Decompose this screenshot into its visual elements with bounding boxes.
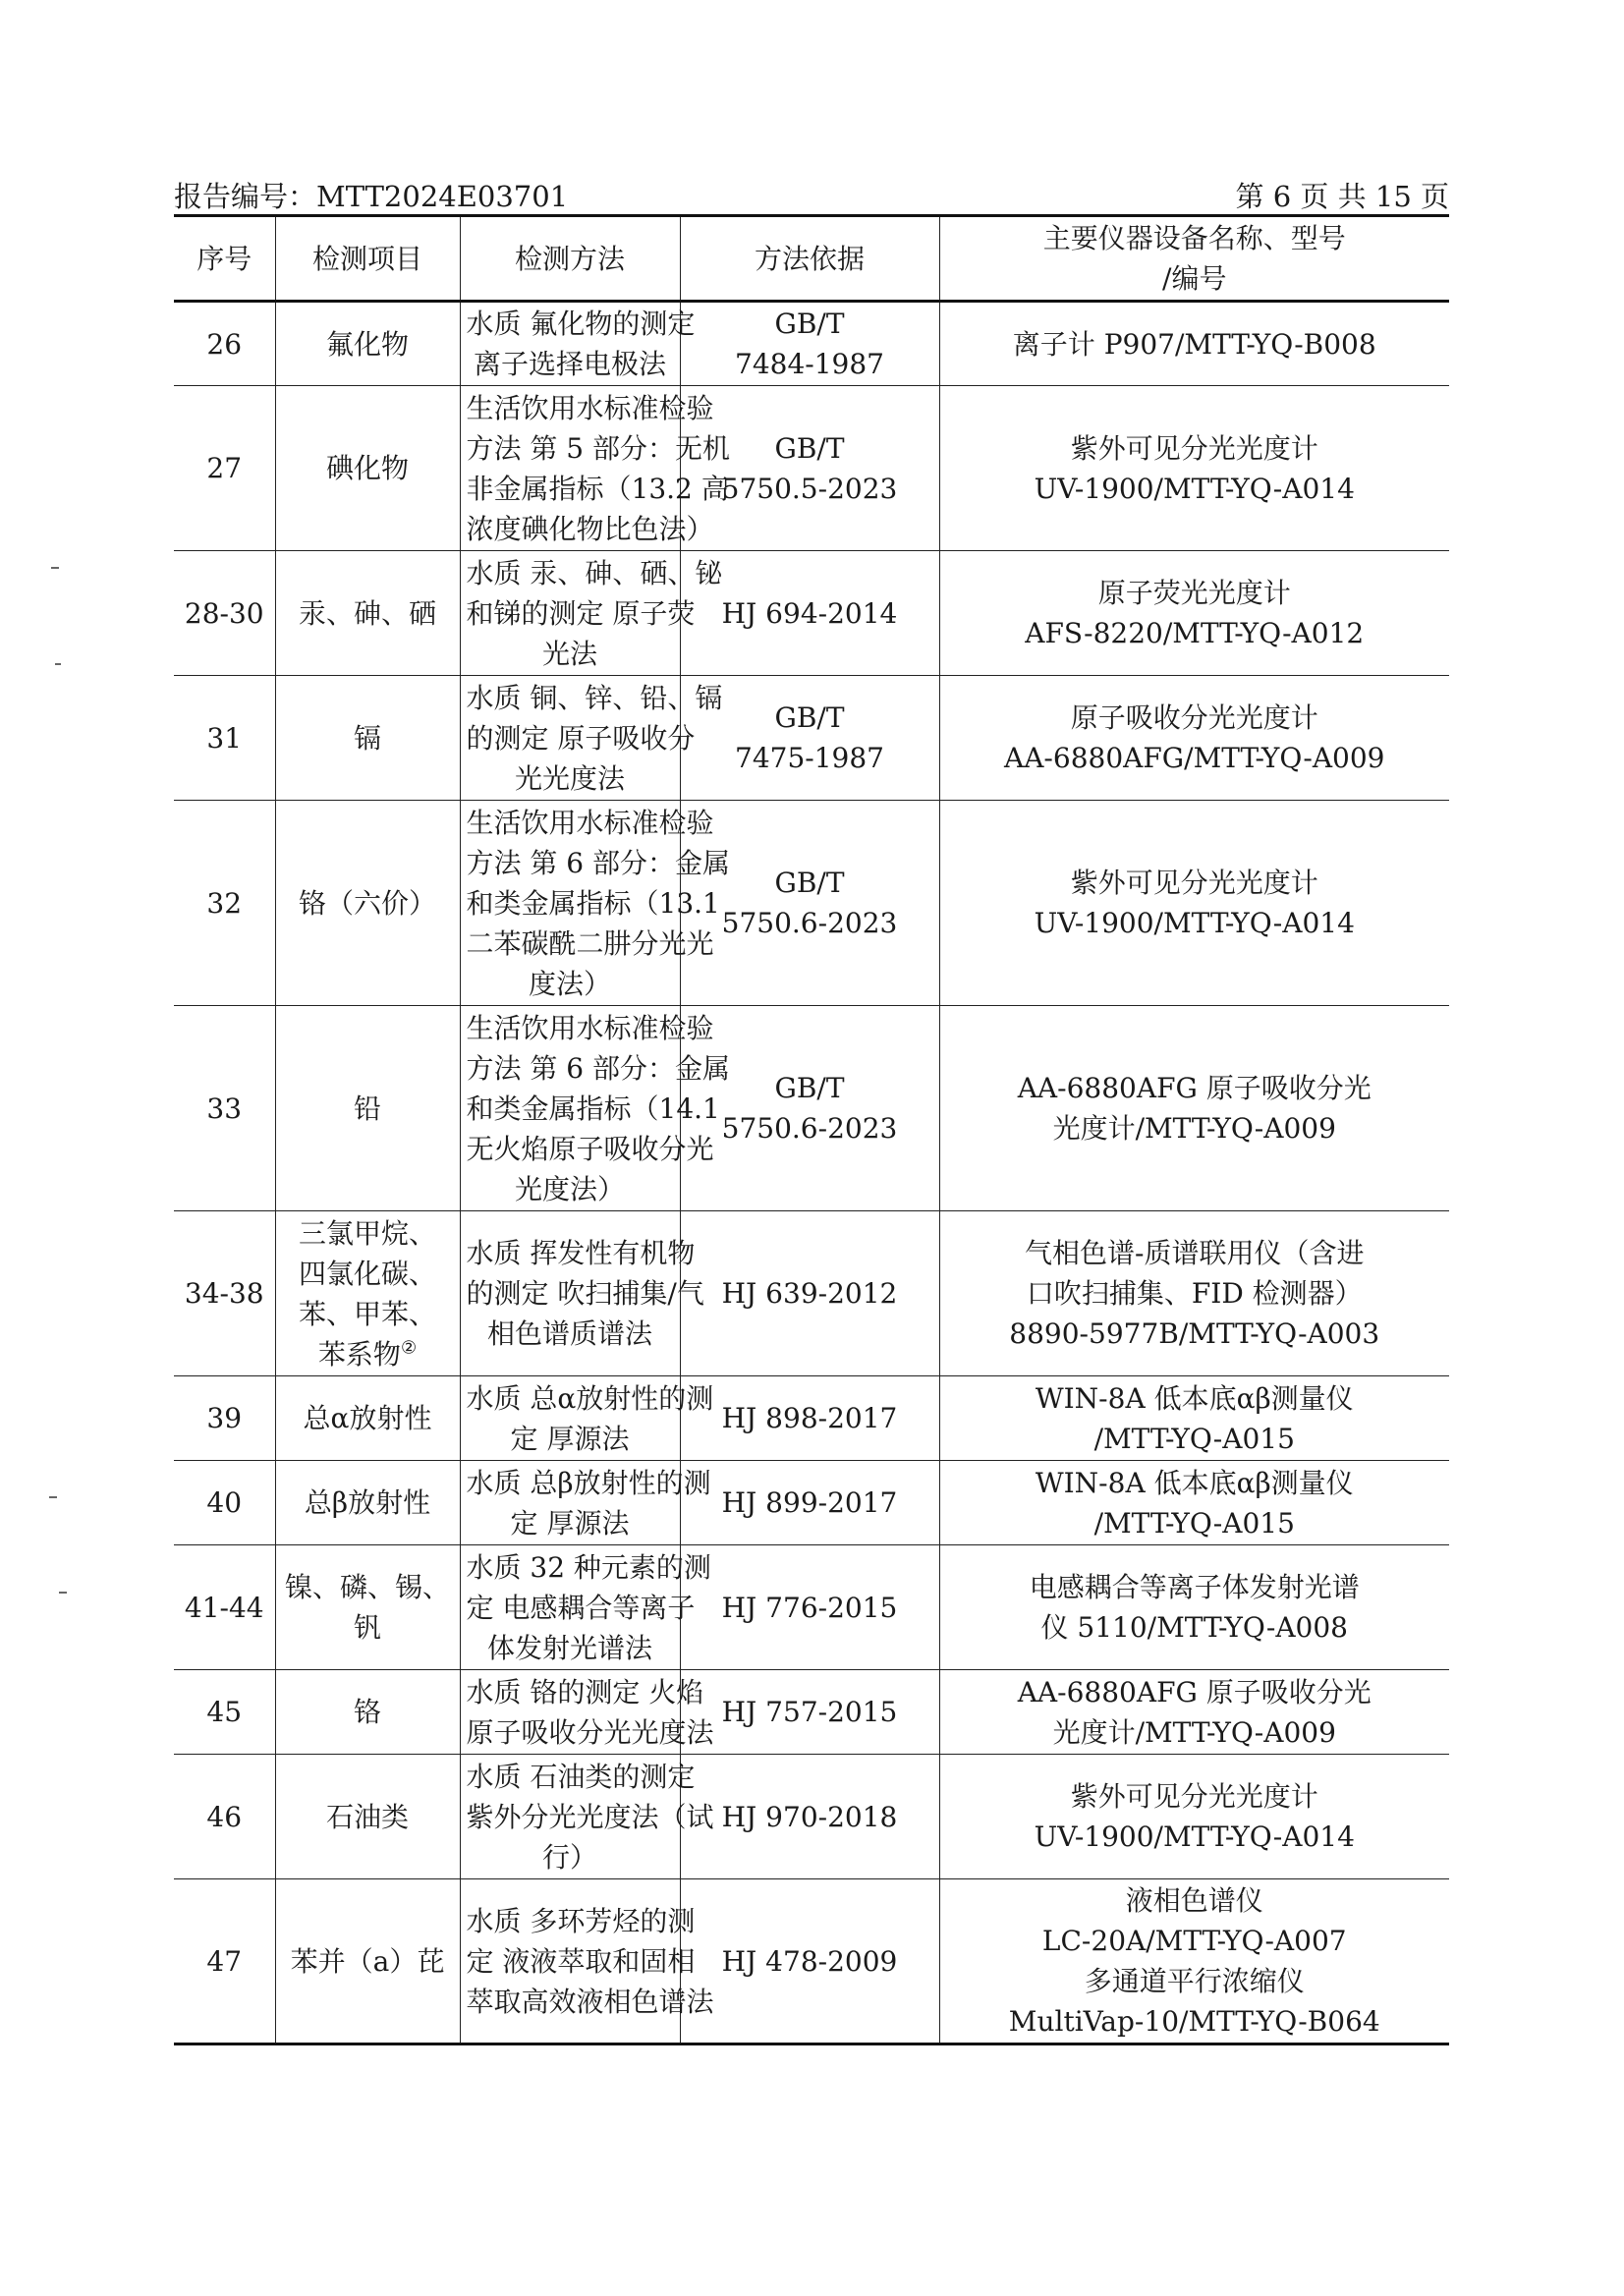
cell-instrument-line: 紫外可见分光光度计 bbox=[1070, 431, 1318, 465]
cell-standard bbox=[680, 1376, 939, 1461]
cell-item-line: 三氯甲烷、 bbox=[298, 1216, 436, 1250]
table-row bbox=[174, 801, 1449, 1006]
table-row bbox=[174, 386, 1449, 551]
cell-item-line: 铅 bbox=[353, 1092, 381, 1125]
cell-method bbox=[460, 1545, 711, 1670]
cell-method-line: 水质 铬的测定 火焰 bbox=[466, 1675, 704, 1708]
page-indicator: 第 6 页 共 15 页 bbox=[1235, 180, 1449, 213]
cell-instrument bbox=[939, 386, 1449, 551]
cell-method-line: 定 厚源法 bbox=[510, 1506, 630, 1540]
cell-method-line: 度法） bbox=[528, 967, 611, 1000]
cell-instrument bbox=[939, 1755, 1449, 1879]
cell-serial: 28-30 bbox=[174, 551, 275, 676]
table-row bbox=[174, 1670, 1449, 1755]
cell-method-line: 定 电感耦合等离子 bbox=[466, 1591, 696, 1624]
cell-method-line: 和类金属指标（13.1 bbox=[466, 886, 720, 920]
cell-serial: 47 bbox=[174, 1879, 275, 2044]
cell-item bbox=[275, 1670, 460, 1755]
cell-instrument-line: 光度计/MTT-YQ-A009 bbox=[1052, 1715, 1336, 1749]
cell-method-line: 水质 总α放射性的测 bbox=[466, 1381, 714, 1415]
cell-method bbox=[460, 801, 731, 1006]
cell-standard-line: HJ 970-2018 bbox=[721, 1800, 898, 1833]
cell-instrument bbox=[939, 1545, 1449, 1670]
cell-standard-line: GB/T bbox=[774, 1072, 845, 1104]
report-header bbox=[174, 173, 1449, 212]
cell-item-line: 铬（六价） bbox=[298, 886, 436, 920]
cell-instrument-line: 多通道平行浓缩仪 bbox=[1084, 1965, 1305, 1997]
cell-item bbox=[275, 1461, 460, 1545]
cell-item-line: 铬 bbox=[353, 1696, 381, 1728]
cell-standard bbox=[680, 1461, 939, 1545]
report-number: 报告编号：MTT2024E03701 bbox=[174, 180, 569, 213]
cell-method bbox=[460, 302, 696, 386]
cell-method-line: 的测定 吹扫捕集/气 bbox=[466, 1277, 704, 1310]
cell-standard-line: HJ 639-2012 bbox=[721, 1277, 898, 1310]
cell-method bbox=[460, 1755, 714, 1879]
col-header-instrument-line1: 主要仪器设备名称、型号 bbox=[1042, 222, 1346, 254]
cell-instrument-line: 口吹扫捕集、FID 检测器） bbox=[1026, 1277, 1363, 1310]
cell-standard-line: HJ 899-2017 bbox=[721, 1486, 898, 1519]
table-row bbox=[174, 1006, 1449, 1211]
cell-method-line: 的测定 原子吸收分 bbox=[466, 721, 696, 755]
cell-item-line: 汞、砷、硒 bbox=[298, 596, 436, 630]
cell-method-line: 水质 挥发性有机物 bbox=[466, 1237, 696, 1269]
cell-method-line: 光光度法 bbox=[514, 761, 625, 795]
cell-instrument-line: 电感耦合等离子体发射光谱 bbox=[1029, 1571, 1360, 1603]
cell-instrument-line: 原子吸收分光光度计 bbox=[1070, 701, 1318, 734]
cell-serial: 34-38 bbox=[174, 1211, 275, 1376]
cell-method-line: 紫外分光光度法（试 bbox=[466, 1800, 714, 1833]
cell-item-line: 苯、甲苯、 bbox=[298, 1297, 436, 1330]
cell-method-line: 非金属指标（13.2 高 bbox=[466, 472, 729, 505]
table-row bbox=[174, 302, 1449, 386]
cell-item bbox=[275, 1211, 460, 1376]
cell-instrument-line: 8890-5977B/MTT-YQ-A003 bbox=[1009, 1317, 1380, 1350]
table-row bbox=[174, 1545, 1449, 1670]
cell-instrument bbox=[939, 676, 1449, 801]
cell-method-line: 萃取高效液相色谱法 bbox=[466, 1985, 714, 2018]
cell-item-line: 总β放射性 bbox=[304, 1486, 431, 1519]
cell-method bbox=[460, 1879, 714, 2044]
cell-serial: 33 bbox=[174, 1006, 275, 1211]
cell-method bbox=[460, 676, 723, 801]
cell-item bbox=[275, 1376, 460, 1461]
cell-instrument bbox=[939, 1006, 1449, 1211]
table-row bbox=[174, 676, 1449, 801]
cell-item-line: 镍、磷、锡、 bbox=[284, 1571, 450, 1603]
cell-standard-line: GB/T bbox=[774, 867, 845, 899]
detection-method-table bbox=[174, 214, 1449, 2045]
cell-method-line: 方法 第 6 部分：金属 bbox=[466, 1051, 731, 1085]
cell-instrument-line: UV-1900/MTT-YQ-A014 bbox=[1034, 472, 1355, 505]
cell-standard-line: 5750.5-2023 bbox=[721, 472, 898, 505]
cell-method-line: 光法 bbox=[541, 637, 597, 670]
cell-instrument bbox=[939, 302, 1449, 386]
cell-standard-line: HJ 757-2015 bbox=[721, 1696, 898, 1728]
cell-item bbox=[275, 1755, 460, 1879]
cell-serial: 31 bbox=[174, 676, 275, 801]
scan-mark bbox=[59, 1592, 67, 1594]
footnote-marker: ② bbox=[400, 1337, 418, 1359]
cell-method-line: 水质 铜、锌、铅、镉 bbox=[466, 681, 723, 714]
cell-instrument-line: LC-20A/MTT-YQ-A007 bbox=[1041, 1925, 1347, 1957]
scan-mark bbox=[51, 567, 59, 569]
cell-method-line: 定 厚源法 bbox=[510, 1422, 630, 1455]
cell-method-line: 水质 汞、砷、硒、铋 bbox=[466, 556, 723, 589]
cell-method-line: 和锑的测定 原子荧 bbox=[466, 596, 696, 630]
cell-serial: 45 bbox=[174, 1670, 275, 1755]
cell-method-line: 浓度碘化物比色法） bbox=[466, 512, 714, 545]
cell-method bbox=[460, 1376, 714, 1461]
cell-item-line: 镉 bbox=[353, 721, 381, 755]
cell-item-line: 石油类 bbox=[325, 1800, 409, 1833]
cell-item bbox=[275, 551, 460, 676]
cell-method-line: 原子吸收分光光度法 bbox=[466, 1715, 714, 1749]
col-header-standard: 方法依据 bbox=[680, 216, 939, 302]
cell-serial: 41-44 bbox=[174, 1545, 275, 1670]
cell-instrument-line: 紫外可见分光光度计 bbox=[1070, 867, 1318, 899]
cell-method-line: 水质 总β放射性的测 bbox=[466, 1466, 711, 1499]
table-row bbox=[174, 1879, 1449, 2044]
cell-instrument-line: AA-6880AFG 原子吸收分光 bbox=[1017, 1072, 1372, 1104]
cell-method-line: 二苯碳酰二肼分光光 bbox=[466, 926, 714, 960]
cell-instrument-line: 光度计/MTT-YQ-A009 bbox=[1052, 1112, 1336, 1145]
cell-serial: 26 bbox=[174, 302, 275, 386]
cell-standard-line: GB/T bbox=[774, 701, 845, 734]
cell-standard-line: 7484-1987 bbox=[735, 348, 884, 380]
table-header-row bbox=[174, 216, 1449, 302]
cell-instrument-line: AA-6880AFG 原子吸收分光 bbox=[1017, 1675, 1372, 1708]
cell-method-line: 水质 石油类的测定 bbox=[466, 1760, 696, 1793]
cell-method-line: 方法 第 5 部分：无机 bbox=[466, 431, 731, 465]
cell-serial: 32 bbox=[174, 801, 275, 1006]
cell-instrument-line: UV-1900/MTT-YQ-A014 bbox=[1034, 1820, 1355, 1853]
cell-method bbox=[460, 1211, 704, 1376]
cell-method-line: 生活饮用水标准检验 bbox=[466, 806, 714, 839]
cell-method-line: 生活饮用水标准检验 bbox=[466, 1011, 714, 1044]
cell-instrument bbox=[939, 1670, 1449, 1755]
col-header-method: 检测方法 bbox=[460, 216, 680, 302]
cell-standard bbox=[680, 1670, 939, 1755]
cell-standard-line: GB/T bbox=[774, 431, 845, 465]
cell-method-line: 生活饮用水标准检验 bbox=[466, 391, 714, 424]
cell-standard bbox=[680, 386, 939, 551]
cell-instrument-line: AFS-8220/MTT-YQ-A012 bbox=[1025, 617, 1365, 649]
cell-item-line: 碘化物 bbox=[325, 452, 409, 484]
cell-item bbox=[275, 1545, 460, 1670]
cell-instrument-line: 液相色谱仪 bbox=[1125, 1884, 1263, 1917]
scan-mark bbox=[49, 1496, 57, 1498]
cell-instrument-line: 离子计 P907/MTT-YQ-B008 bbox=[1012, 327, 1376, 361]
cell-method-line: 方法 第 6 部分：金属 bbox=[466, 846, 731, 879]
cell-standard-line: HJ 776-2015 bbox=[721, 1591, 898, 1624]
cell-method bbox=[460, 386, 731, 551]
cell-serial: 39 bbox=[174, 1376, 275, 1461]
table-row bbox=[174, 1211, 1449, 1376]
cell-method bbox=[460, 1006, 731, 1211]
cell-method-line: 定 液液萃取和固相 bbox=[466, 1944, 696, 1978]
cell-item-line: 总α放射性 bbox=[303, 1402, 432, 1434]
cell-method bbox=[460, 1670, 714, 1755]
cell-standard bbox=[680, 1755, 939, 1879]
cell-item-line: 钒 bbox=[353, 1611, 381, 1644]
cell-item-line: 氟化物 bbox=[325, 327, 409, 361]
table-body bbox=[174, 302, 1449, 2044]
cell-serial: 40 bbox=[174, 1461, 275, 1545]
cell-standard-line: HJ 898-2017 bbox=[721, 1402, 898, 1434]
cell-instrument bbox=[939, 1879, 1449, 2044]
cell-item-line: 苯系物 bbox=[317, 1337, 401, 1371]
cell-item bbox=[275, 302, 460, 386]
cell-method-line: 无火焰原子吸收分光 bbox=[466, 1132, 714, 1165]
cell-method bbox=[460, 551, 723, 676]
cell-item bbox=[275, 801, 460, 1006]
col-header-serial: 序号 bbox=[174, 216, 275, 302]
table-row bbox=[174, 551, 1449, 676]
cell-instrument bbox=[939, 801, 1449, 1006]
cell-item bbox=[275, 1006, 460, 1211]
cell-method-line: 水质 32 种元素的测 bbox=[466, 1550, 711, 1584]
scan-mark bbox=[55, 663, 61, 665]
table-row bbox=[174, 1755, 1449, 1879]
cell-method bbox=[460, 1461, 711, 1545]
cell-standard-line: 5750.6-2023 bbox=[721, 907, 898, 939]
cell-standard-line: 5750.6-2023 bbox=[721, 1112, 898, 1145]
cell-method-line: 相色谱质谱法 bbox=[486, 1317, 652, 1350]
cell-method-line: 和类金属指标（14.1 bbox=[466, 1092, 720, 1125]
col-header-instrument-line2: /编号 bbox=[1162, 262, 1227, 295]
cell-method-line: 水质 氟化物的测定 bbox=[466, 308, 696, 340]
col-header-item: 检测项目 bbox=[275, 216, 460, 302]
cell-standard-line: 7475-1987 bbox=[735, 742, 884, 774]
cell-item bbox=[275, 386, 460, 551]
cell-standard bbox=[680, 302, 939, 386]
table-row bbox=[174, 1461, 1449, 1545]
cell-method-line: 行） bbox=[541, 1840, 597, 1874]
cell-standard-line: HJ 694-2014 bbox=[721, 596, 898, 630]
cell-method-line: 离子选择电极法 bbox=[473, 348, 666, 380]
cell-item bbox=[275, 676, 460, 801]
cell-instrument-line: MultiVap-10/MTT-YQ-B064 bbox=[1008, 2005, 1380, 2038]
cell-instrument bbox=[939, 1461, 1449, 1545]
cell-serial: 27 bbox=[174, 386, 275, 551]
cell-instrument-line: /MTT-YQ-A015 bbox=[1093, 1506, 1295, 1540]
cell-serial: 46 bbox=[174, 1755, 275, 1879]
cell-standard bbox=[680, 1211, 939, 1376]
cell-instrument-line: /MTT-YQ-A015 bbox=[1093, 1422, 1295, 1455]
cell-standard-line: HJ 478-2009 bbox=[721, 1944, 898, 1978]
cell-item-line: 四氯化碳、 bbox=[298, 1257, 436, 1290]
cell-instrument-line: 原子荧光光度计 bbox=[1097, 577, 1291, 609]
col-header-instrument bbox=[939, 216, 1449, 302]
cell-method-line: 体发射光谱法 bbox=[486, 1631, 652, 1664]
table-row bbox=[174, 1376, 1449, 1461]
cell-method-line: 水质 多环芳烃的测 bbox=[466, 1904, 696, 1937]
cell-instrument-line: 仪 5110/MTT-YQ-A008 bbox=[1040, 1611, 1348, 1644]
cell-item bbox=[275, 1879, 460, 2044]
cell-method-line: 光度法） bbox=[514, 1172, 625, 1205]
cell-instrument-line: 气相色谱-质谱联用仪（含进 bbox=[1025, 1237, 1365, 1269]
cell-instrument-line: 紫外可见分光光度计 bbox=[1070, 1780, 1318, 1813]
cell-instrument-line: WIN-8A 低本底αβ测量仪 bbox=[1035, 1466, 1354, 1499]
cell-standard-line: GB/T bbox=[774, 308, 845, 340]
cell-instrument-line: AA-6880AFG/MTT-YQ-A009 bbox=[1003, 742, 1385, 774]
cell-item-line: 苯并（a）芘 bbox=[290, 1944, 445, 1978]
cell-instrument bbox=[939, 551, 1449, 676]
cell-standard bbox=[680, 1545, 939, 1670]
cell-standard bbox=[680, 1879, 939, 2044]
cell-instrument-line: UV-1900/MTT-YQ-A014 bbox=[1034, 907, 1355, 939]
cell-instrument bbox=[939, 1211, 1449, 1376]
cell-instrument-line: WIN-8A 低本底αβ测量仪 bbox=[1035, 1381, 1354, 1415]
cell-instrument bbox=[939, 1376, 1449, 1461]
